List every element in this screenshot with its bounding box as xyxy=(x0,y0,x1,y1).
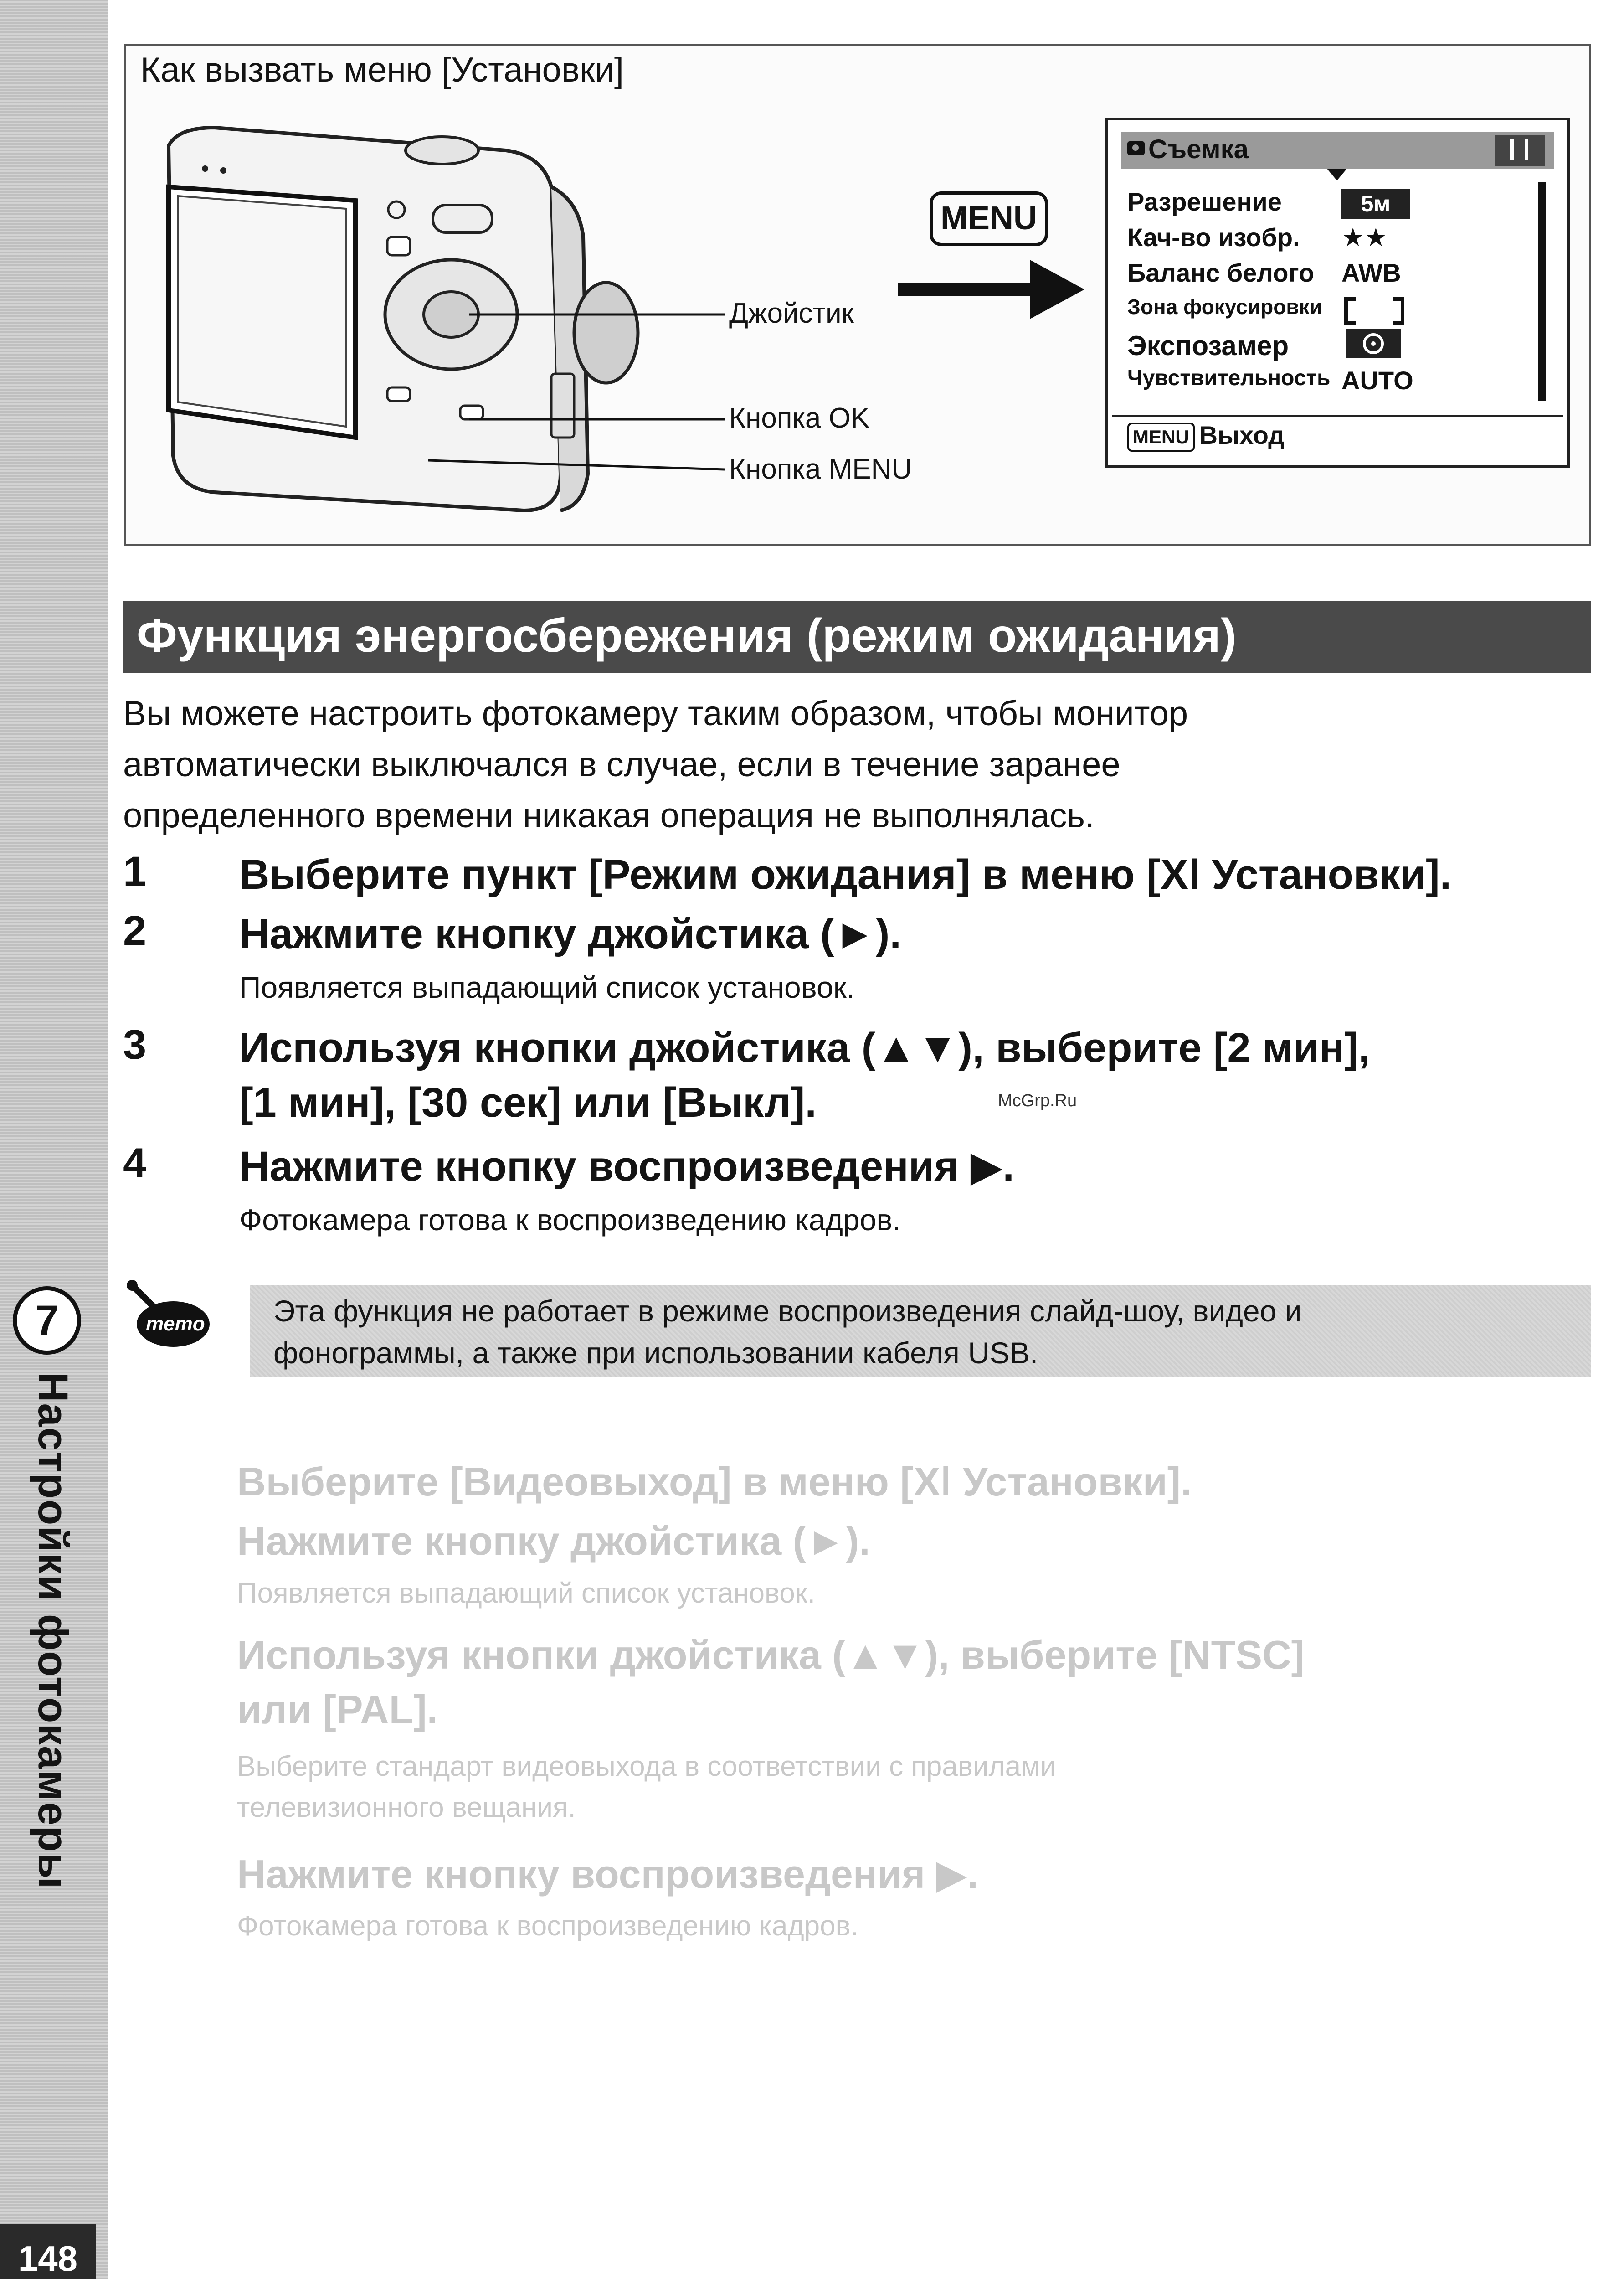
screen-scrollbar xyxy=(1538,182,1546,401)
step-subtext: Появляется выпадающий список установок. xyxy=(239,970,855,1004)
memo-icon xyxy=(123,1276,214,1358)
menu-row-label: Чувствительность xyxy=(1127,366,1331,390)
step-number: 3 xyxy=(123,1021,147,1068)
ghost-line: или [PAL]. xyxy=(237,1687,438,1732)
chapter-title xyxy=(8,1372,99,2010)
step-text: Нажмите кнопку джойстика (►). xyxy=(239,911,901,957)
ghost-line: Выберите стандарт видеовыхода в соответствии с правилами xyxy=(237,1751,1056,1782)
section-heading-text: Функция энергосбережения (режим ожидания) xyxy=(137,609,1237,662)
arrow-right-icon xyxy=(898,255,1089,324)
memo-line: Эта функция не работает в режиме воспроизведения слайд-шоу, видео и xyxy=(273,1294,1302,1328)
intro-line: Вы можете настроить фотокамеру таким образом, чтобы монитор xyxy=(123,694,1188,733)
menu-row-value: AWB xyxy=(1341,258,1401,287)
section-heading xyxy=(123,601,1591,673)
intro-line: определенного времени никакая операция не выполнялась. xyxy=(123,796,1095,835)
focus-area-icon xyxy=(1342,296,1406,325)
memo-label: memo xyxy=(146,1313,205,1335)
ghost-line: Нажмите кнопку джойстика (►). xyxy=(237,1518,870,1563)
label-ok-button: Кнопка OK xyxy=(729,402,870,434)
menu-row-value: ★★ xyxy=(1341,223,1388,252)
step-text: Выберите пункт [Режим ожидания] в меню [Χǀ Установки]. xyxy=(239,851,1452,898)
setup-tab-icon xyxy=(1495,135,1545,166)
metering-icon xyxy=(1344,327,1403,360)
label-menu-button: Кнопка MENU xyxy=(729,454,912,485)
step-text: [1 мин], [30 сек] или [Выкл]. xyxy=(239,1079,817,1126)
ghost-line: Нажмите кнопку воспроизведения ▶. xyxy=(237,1851,978,1897)
watermark: McGrp.Ru xyxy=(998,1091,1077,1110)
ghost-line: Выберите [Видеовыход] в меню [Χǀ Установки]. xyxy=(237,1459,1192,1504)
screen-header-title: Съемка xyxy=(1148,134,1249,164)
menu-button-icon: MENU xyxy=(930,191,1048,246)
resolution-badge: 5м xyxy=(1341,189,1410,219)
screen-divider xyxy=(1112,415,1563,417)
screen-footer-text: Выход xyxy=(1199,421,1285,449)
step-number: 4 xyxy=(123,1140,147,1186)
memo-text xyxy=(273,1290,1577,1374)
ghost-line: телевизионного вещания. xyxy=(237,1792,576,1823)
step-text: Используя кнопки джойстика (▲▼), выберите [2 мин], xyxy=(239,1025,1370,1071)
step-subtext: Фотокамера готова к воспроизведению кадров. xyxy=(239,1203,901,1237)
step-text: Нажмите кнопку воспроизведения ▶. xyxy=(239,1143,1014,1190)
camera-icon xyxy=(1127,141,1145,155)
menu-row-label: Баланс белого xyxy=(1127,258,1315,287)
step-number: 2 xyxy=(123,907,147,954)
menu-key-icon: MENU xyxy=(1127,423,1195,452)
menu-row-label: Разрешение xyxy=(1127,187,1282,216)
menu-row-label: Зона фокусировки xyxy=(1127,295,1322,319)
screen-header xyxy=(1121,132,1554,169)
menu-row-label: Кач-во изобр. xyxy=(1127,223,1300,252)
ghost-line: Появляется выпадающий список установок. xyxy=(237,1578,816,1609)
page-number: 148 xyxy=(0,2224,96,2279)
intro-paragraph xyxy=(123,688,1536,841)
ghost-line: Фотокамера готова к воспроизведению кадров. xyxy=(237,1910,858,1942)
label-joystick: Джойстик xyxy=(729,298,854,329)
ghost-line: Используя кнопки джойстика (▲▼), выберите [NTSC] xyxy=(237,1632,1305,1677)
callout-lines xyxy=(410,273,738,501)
chapter-number-badge: 7 xyxy=(13,1286,81,1355)
chapter-title-text: Настройки фотокамеры xyxy=(30,1372,76,1890)
tab-pointer-icon xyxy=(1327,169,1347,180)
menu-row-label: Экспозамер xyxy=(1127,330,1289,361)
screen-footer xyxy=(1127,420,1285,452)
memo-line: фонограммы, а также при использовании кабеля USB. xyxy=(273,1336,1038,1370)
menu-row-value: AUTO xyxy=(1341,366,1413,395)
figure-title: Как вызвать меню [Установки] xyxy=(140,51,624,89)
intro-line: автоматически выключался в случае, если в течение заранее xyxy=(123,745,1120,784)
step-number: 1 xyxy=(123,848,147,895)
